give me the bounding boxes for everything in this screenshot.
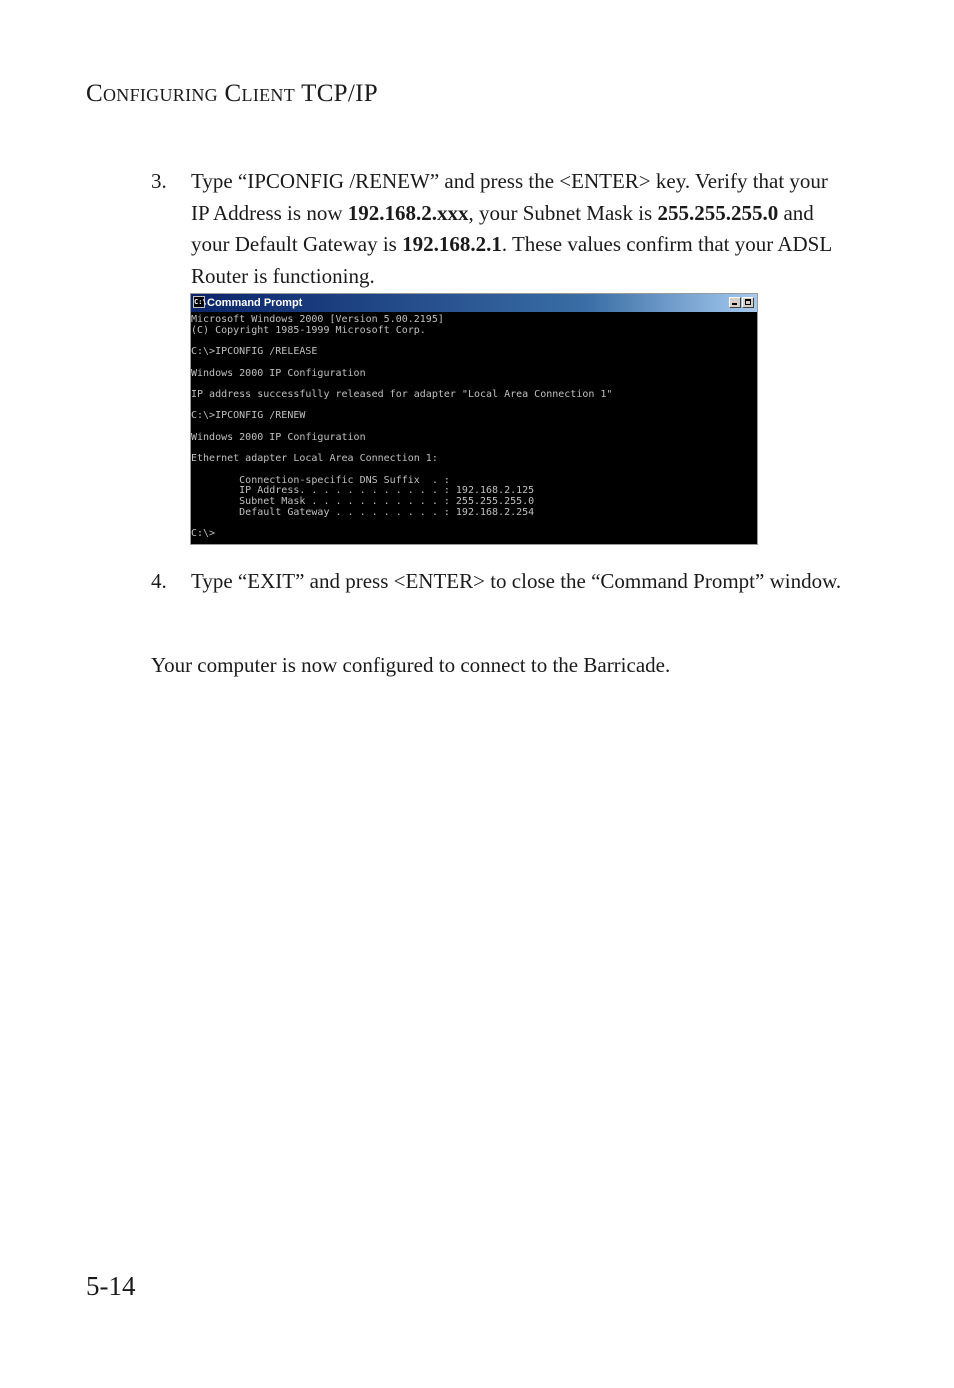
running-header <box>86 80 378 108</box>
minimize-button[interactable] <box>729 297 741 308</box>
default-gateway-value: 192.168.2.1 <box>402 232 502 256</box>
command-prompt-screenshot <box>190 293 758 545</box>
step-3-text-part: . These values confirm that your ADSL Router is functioning. <box>191 232 832 288</box>
step-3-text-part: , your Subnet Mask is <box>468 200 658 225</box>
step-4-number: 4. <box>151 569 167 593</box>
subnet-mask-value: 255.255.255.0 <box>657 200 779 225</box>
step-3 <box>151 166 851 292</box>
maximize-button[interactable] <box>742 297 754 308</box>
step-4 <box>151 566 851 598</box>
page-number: 5-14 <box>86 1271 136 1301</box>
ip-address-value: 192.168.2.xxx <box>347 200 469 225</box>
header-word-client: Client <box>224 80 296 107</box>
step-4-text: Type “EXIT” and press <ENTER> to close the “Command Prompt” window. <box>191 569 842 593</box>
command-prompt-title: Command Prompt <box>207 297 303 309</box>
step-3-text-part: Type “IPCONFIG /RENEW” and press the <ENTER> key. Verify that your IP Address is now <box>191 169 828 225</box>
command-prompt-titlebar <box>191 294 757 312</box>
closing-paragraph: Your computer is now configured to connect to the Barricade. <box>151 653 671 677</box>
header-word-tcpip: TCP/IP <box>301 80 378 107</box>
command-prompt-output: Microsoft Windows 2000 [Version 5.00.2195] (C) Copyright 1985-1999 Microsoft Corp. C:\>IPCONFIG /RELEASE Windows 2000 IP Configuration IP address successfully released for adapter "Local Area Connection 1" C:\>IPCONFIG /RENEW Windows 2000 IP Configuration Ethernet adapter Local Area Connection 1: Connection-specific DNS Suffix . : IP Address. . . . . . . . . . . . : 192.168.2.125 Subnet Mask . . . . . . . . . . . : 255.255.255.0 Default Gateway . . . . . . . . . : 192.168.2.254 C:\> <box>191 314 613 540</box>
step-3-text-part: and your Default Gateway is <box>191 200 814 256</box>
step-3-number: 3. <box>151 169 167 193</box>
command-prompt-icon: C:\ <box>194 298 207 306</box>
step-3-text <box>191 166 851 292</box>
header-word-configuring: Configuring <box>86 80 218 107</box>
